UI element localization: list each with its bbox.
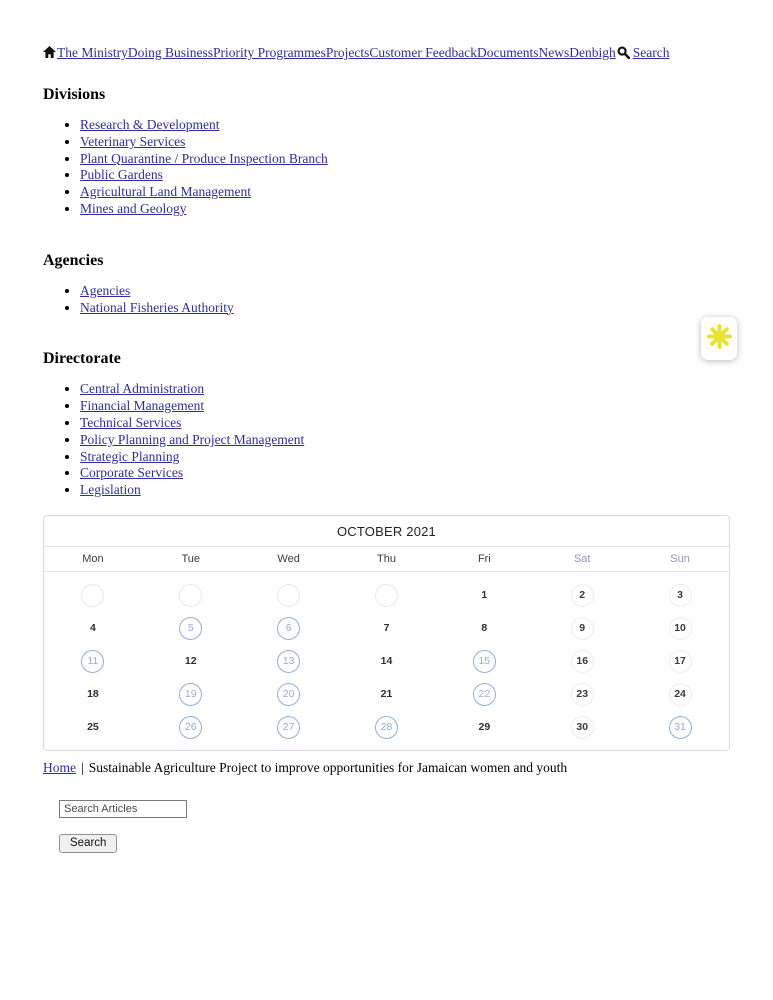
calendar-day-empty xyxy=(142,579,240,612)
calendar-day-header-tue: Tue xyxy=(181,552,201,565)
calendar-day-11[interactable] xyxy=(44,645,142,678)
day-number: 9 xyxy=(571,617,594,640)
link-veterinary-services[interactable]: Veterinary Services xyxy=(80,133,186,149)
calendar-day-6[interactable] xyxy=(240,612,338,645)
calendar-day-19[interactable] xyxy=(142,678,240,711)
event-day-circle: 27 xyxy=(277,716,300,739)
calendar-day-10[interactable] xyxy=(631,612,729,645)
link-financial-management[interactable]: Financial Management xyxy=(80,398,205,414)
calendar-day-29[interactable] xyxy=(435,711,533,744)
day-number: 2 xyxy=(571,584,594,607)
calendar-day-22[interactable] xyxy=(435,678,533,711)
event-day-circle: 5 xyxy=(179,617,202,640)
top-nav xyxy=(43,44,730,63)
list-item xyxy=(80,432,730,449)
calendar-day-9[interactable] xyxy=(533,612,631,645)
calendar-day-header-wed: Wed xyxy=(277,552,300,565)
calendar-day-7[interactable] xyxy=(338,612,436,645)
day-number: 17 xyxy=(669,650,692,673)
link-public-gardens[interactable]: Public Gardens xyxy=(80,167,163,183)
calendar-month-title: OCTOBER 2021 xyxy=(44,516,729,547)
calendar-grid xyxy=(44,572,729,750)
list-item xyxy=(80,117,730,134)
day-number: 1 xyxy=(481,589,488,602)
calendar-day-25[interactable] xyxy=(44,711,142,744)
section-heading-divisions: Divisions xyxy=(43,86,106,103)
calendar-day-18[interactable] xyxy=(44,678,142,711)
list-item xyxy=(80,134,730,151)
day-number xyxy=(375,584,398,607)
link-national-fisheries-authority[interactable]: National Fisheries Authority xyxy=(80,299,234,315)
day-number xyxy=(277,584,300,607)
link-technical-services[interactable]: Technical Services xyxy=(80,414,182,430)
link-sections xyxy=(43,86,730,499)
calendar-day-16[interactable] xyxy=(533,645,631,678)
calendar-day-20[interactable] xyxy=(240,678,338,711)
day-number xyxy=(81,584,104,607)
calendar-day-27[interactable] xyxy=(240,711,338,744)
day-number: 3 xyxy=(669,584,692,607)
link-strategic-planning[interactable]: Strategic Planning xyxy=(80,448,180,464)
day-number: 23 xyxy=(571,683,594,706)
calendar-day-13[interactable] xyxy=(240,645,338,678)
calendar-day-8[interactable] xyxy=(435,612,533,645)
calendar-day-empty xyxy=(240,579,338,612)
calendar-day-empty xyxy=(44,579,142,612)
event-day-circle: 31 xyxy=(669,716,692,739)
day-number: 25 xyxy=(87,721,99,734)
calendar-day-31[interactable] xyxy=(631,711,729,744)
link-policy-planning-and-project-management[interactable]: Policy Planning and Project Management xyxy=(80,431,305,447)
day-number: 18 xyxy=(87,688,99,701)
section-heading-directorate: Directorate xyxy=(43,350,121,368)
calendar-day-28[interactable] xyxy=(338,711,436,744)
event-day-circle: 26 xyxy=(179,716,202,739)
link-corporate-services[interactable]: Corporate Services xyxy=(80,465,184,481)
day-number xyxy=(179,584,202,607)
list-item xyxy=(80,482,730,499)
section-list-directorate xyxy=(43,381,730,499)
day-number: 24 xyxy=(669,683,692,706)
nav-links xyxy=(57,45,616,60)
calendar-day-21[interactable] xyxy=(338,678,436,711)
list-item xyxy=(80,151,730,168)
search-icon xyxy=(617,46,630,63)
nav-search-label: Search xyxy=(632,45,670,60)
list-item xyxy=(80,415,730,432)
calendar-day-17[interactable] xyxy=(631,645,729,678)
day-number: 8 xyxy=(481,622,488,635)
list-item xyxy=(80,449,730,466)
calendar-day-headers xyxy=(44,547,729,572)
asterisk-icon xyxy=(706,323,733,355)
calendar-day-header-sun: Sun xyxy=(670,552,690,565)
day-number: 12 xyxy=(184,655,197,668)
breadcrumb-separator: | xyxy=(81,759,84,775)
list-item xyxy=(80,381,730,398)
search-articles-input[interactable] xyxy=(59,800,187,818)
day-number: 16 xyxy=(571,650,594,673)
section-list-divisions xyxy=(43,117,730,218)
calendar-day-5[interactable] xyxy=(142,612,240,645)
event-day-circle: 20 xyxy=(277,683,300,706)
search-button[interactable]: Search xyxy=(59,834,117,853)
list-item xyxy=(80,184,730,201)
link-research-and-development[interactable]: Research & Development xyxy=(80,117,220,132)
nav-link-the-ministry[interactable]: The Ministry xyxy=(57,45,128,60)
day-number: 4 xyxy=(90,622,96,635)
link-mines-and-geology[interactable]: Mines and Geology xyxy=(80,200,187,216)
section-list-agencies xyxy=(43,283,730,317)
calendar-day-23[interactable] xyxy=(533,678,631,711)
nav-link-denbigh[interactable]: Denbigh xyxy=(569,45,616,60)
calendar-day-4[interactable] xyxy=(44,612,142,645)
calendar-day-empty xyxy=(338,579,436,612)
section-heading-agencies: Agencies xyxy=(43,251,104,269)
list-item xyxy=(80,201,730,218)
nav-link-doing-business[interactable]: Doing Business xyxy=(127,45,214,60)
calendar-day-header-thu: Thu xyxy=(377,552,396,565)
home-link[interactable]: Home xyxy=(43,759,76,775)
home-icon[interactable] xyxy=(43,45,56,62)
nav-link-news[interactable]: News xyxy=(538,45,570,60)
list-item xyxy=(80,283,730,300)
list-item xyxy=(80,167,730,184)
calendar-day-30[interactable] xyxy=(533,711,631,744)
calendar-day-15[interactable] xyxy=(435,645,533,678)
link-plant-quarantine-produce-inspection-branch[interactable]: Plant Quarantine / Produce Inspection Branch xyxy=(80,150,328,166)
link-agencies[interactable]: Agencies xyxy=(80,282,131,298)
events-calendar xyxy=(43,515,730,751)
calendar-day-14[interactable] xyxy=(338,645,436,678)
calendar-day-header-mon: Mon xyxy=(82,552,104,565)
day-number: 7 xyxy=(383,622,390,635)
list-item xyxy=(80,398,730,415)
nav-link-customer-feedback[interactable]: Customer Feedback xyxy=(369,45,477,60)
day-number: 30 xyxy=(571,716,594,739)
nav-search-link[interactable] xyxy=(616,45,670,60)
calendar-day-2[interactable] xyxy=(533,579,631,612)
nav-link-projects[interactable]: Projects xyxy=(325,45,370,60)
article-search xyxy=(59,799,730,853)
day-number: 29 xyxy=(478,721,491,734)
calendar-day-header-fri: Fri xyxy=(477,552,491,565)
day-number: 21 xyxy=(380,688,393,701)
calendar-day-26[interactable] xyxy=(142,711,240,744)
day-number: 10 xyxy=(669,617,692,640)
calendar-day-header-sat: Sat xyxy=(573,552,591,565)
calendar-day-12[interactable] xyxy=(142,645,240,678)
nav-link-priority-programmes[interactable]: Priority Programmes xyxy=(213,45,326,60)
link-legislation[interactable]: Legislation xyxy=(80,482,141,498)
nav-link-documents[interactable]: Documents xyxy=(477,45,539,60)
accessibility-widget[interactable] xyxy=(701,317,737,360)
calendar-day-24[interactable] xyxy=(631,678,729,711)
breadcrumb-page-title: Sustainable Agriculture Project to improve opportunities for Jamaican women and youth xyxy=(88,759,568,775)
breadcrumb xyxy=(43,760,730,776)
event-day-circle: 6 xyxy=(277,617,300,640)
calendar-day-3[interactable] xyxy=(631,579,729,612)
link-agricultural-land-management[interactable]: Agricultural Land Management xyxy=(80,184,251,200)
link-central-administration[interactable]: Central Administration xyxy=(80,381,205,397)
event-day-circle: 15 xyxy=(473,650,496,673)
event-day-circle: 22 xyxy=(473,683,496,706)
calendar-day-1[interactable] xyxy=(435,579,533,612)
day-number: 14 xyxy=(380,655,393,668)
list-item xyxy=(80,465,730,482)
list-item xyxy=(80,300,730,317)
event-day-circle: 19 xyxy=(179,683,202,706)
event-day-circle: 13 xyxy=(277,650,300,673)
event-day-circle: 28 xyxy=(375,716,398,739)
event-day-circle: 11 xyxy=(81,650,104,673)
